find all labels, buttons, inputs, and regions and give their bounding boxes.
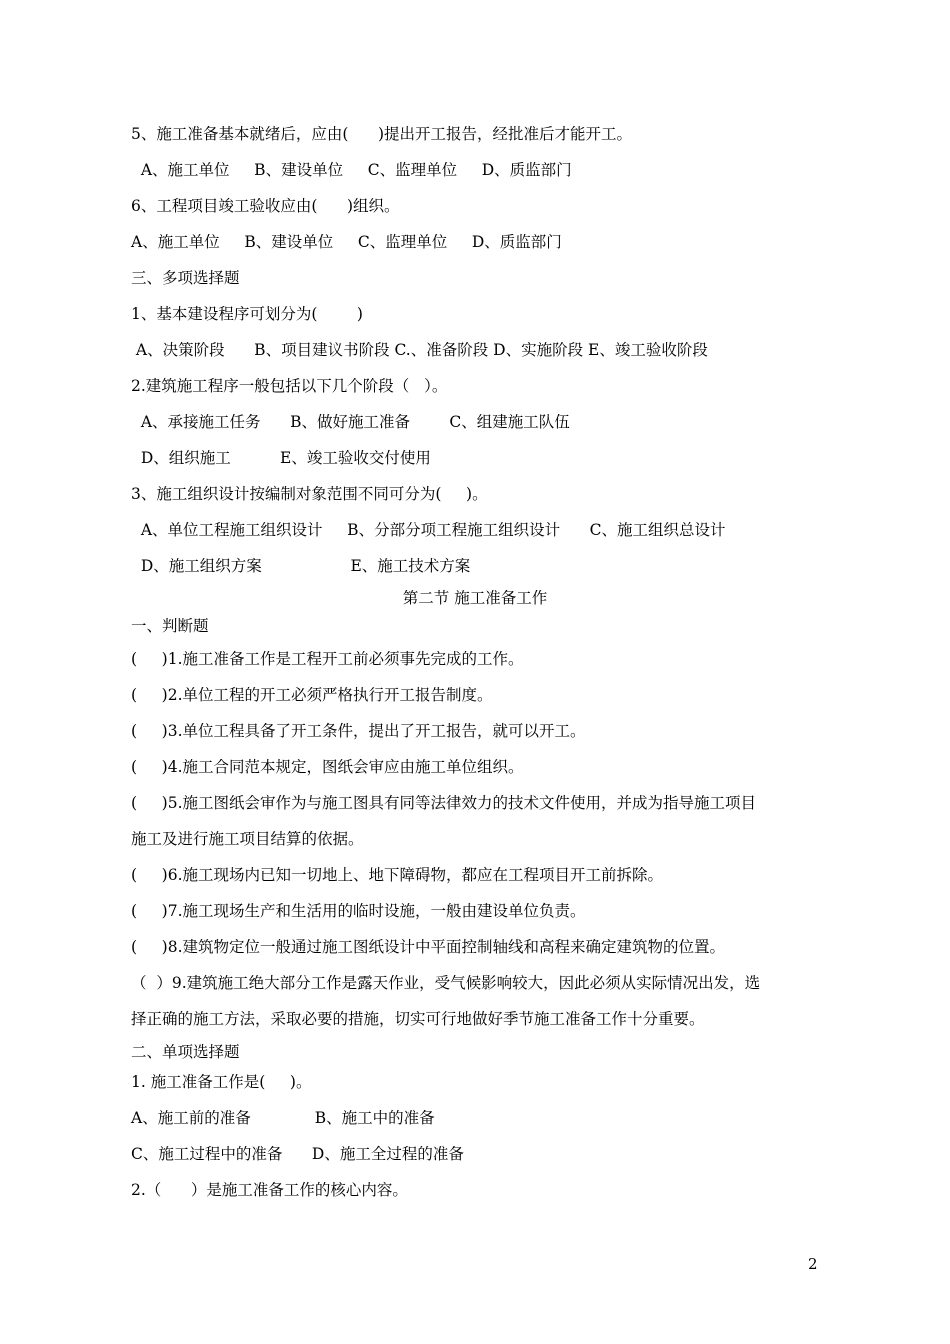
tf-question-7: ( )7.施工现场生产和生活用的临时设施，一般由建设单位负责。 — [131, 902, 586, 920]
section-heading-single-choice: 二、单项选择题 — [131, 1043, 240, 1061]
sc-question-1-options-a: A、施工前的准备 B、施工中的准备 — [131, 1109, 435, 1127]
tf-question-2: ( )2.单位工程的开工必须严格执行开工报告制度。 — [131, 686, 493, 704]
section-title: 第二节 施工准备工作 — [402, 589, 548, 607]
question-5-options: A、施工单位 B、建设单位 C、监理单位 D、质监部门 — [131, 161, 572, 179]
sc-question-1: 1. 施工准备工作是( )。 — [131, 1073, 312, 1091]
mc-question-2-options-a: A、承接施工任务 B、做好施工准备 C、组建施工队伍 — [131, 413, 570, 431]
tf-question-8: ( )8.建筑物定位一般通过施工图纸设计中平面控制轴线和高程来确定建筑物的位置。 — [131, 938, 726, 956]
tf-question-1: ( )1.施工准备工作是工程开工前必须事先完成的工作。 — [131, 650, 524, 668]
mc-question-2: 2.建筑施工程序一般包括以下几个阶段（ ）。 — [131, 377, 448, 395]
sc-question-2: 2.（ ）是施工准备工作的核心内容。 — [131, 1181, 408, 1199]
question-6-options: A、施工单位 B、建设单位 C、监理单位 D、质监部门 — [131, 233, 562, 251]
mc-question-3: 3、施工组织设计按编制对象范围不同可分为( )。 — [131, 485, 488, 503]
mc-question-1-options: A、决策阶段 B、项目建议书阶段 C.、准备阶段 D、实施阶段 E、竣工验收阶段 — [131, 341, 708, 359]
question-5: 5、施工准备基本就绪后，应由( )提出开工报告，经批准后才能开工。 — [131, 125, 633, 143]
tf-question-5: ( )5.施工图纸会审作为与施工图具有同等法律效力的技术文件使用，并成为指导施工项目 — [131, 794, 757, 812]
tf-question-9: （ ）9.建筑施工绝大部分工作是露天作业，受气候影响较大，因此必须从实际情况出发，选 — [131, 974, 761, 992]
tf-question-3: ( )3.单位工程具备了开工条件，提出了开工报告，就可以开工。 — [131, 722, 586, 740]
mc-question-1: 1、基本建设程序可划分为( ) — [131, 305, 363, 323]
tf-question-6: ( )6.施工现场内已知一切地上、地下障碍物，都应在工程项目开工前拆除。 — [131, 866, 664, 884]
page-number: 2 — [808, 1255, 818, 1273]
tf-question-4: ( )4.施工合同范本规定，图纸会审应由施工单位组织。 — [131, 758, 524, 776]
tf-question-9-cont: 择正确的施工方法，采取必要的措施，切实可行地做好季节施工准备工作十分重要。 — [131, 1010, 705, 1028]
question-6: 6、工程项目竣工验收应由( )组织。 — [131, 197, 400, 215]
section-heading-multiple-choice: 三、多项选择题 — [131, 269, 240, 287]
section-heading-true-false: 一、判断题 — [131, 617, 209, 635]
mc-question-3-options-a: A、单位工程施工组织设计 B、分部分项工程施工组织设计 C、施工组织总设计 — [131, 521, 726, 539]
mc-question-3-options-b: D、施工组织方案 E、施工技术方案 — [131, 557, 471, 575]
sc-question-1-options-b: C、施工过程中的准备 D、施工全过程的准备 — [131, 1145, 464, 1163]
tf-question-5-cont: 施工及进行施工项目结算的依据。 — [131, 830, 364, 848]
mc-question-2-options-b: D、组织施工 E、竣工验收交付使用 — [131, 449, 431, 467]
